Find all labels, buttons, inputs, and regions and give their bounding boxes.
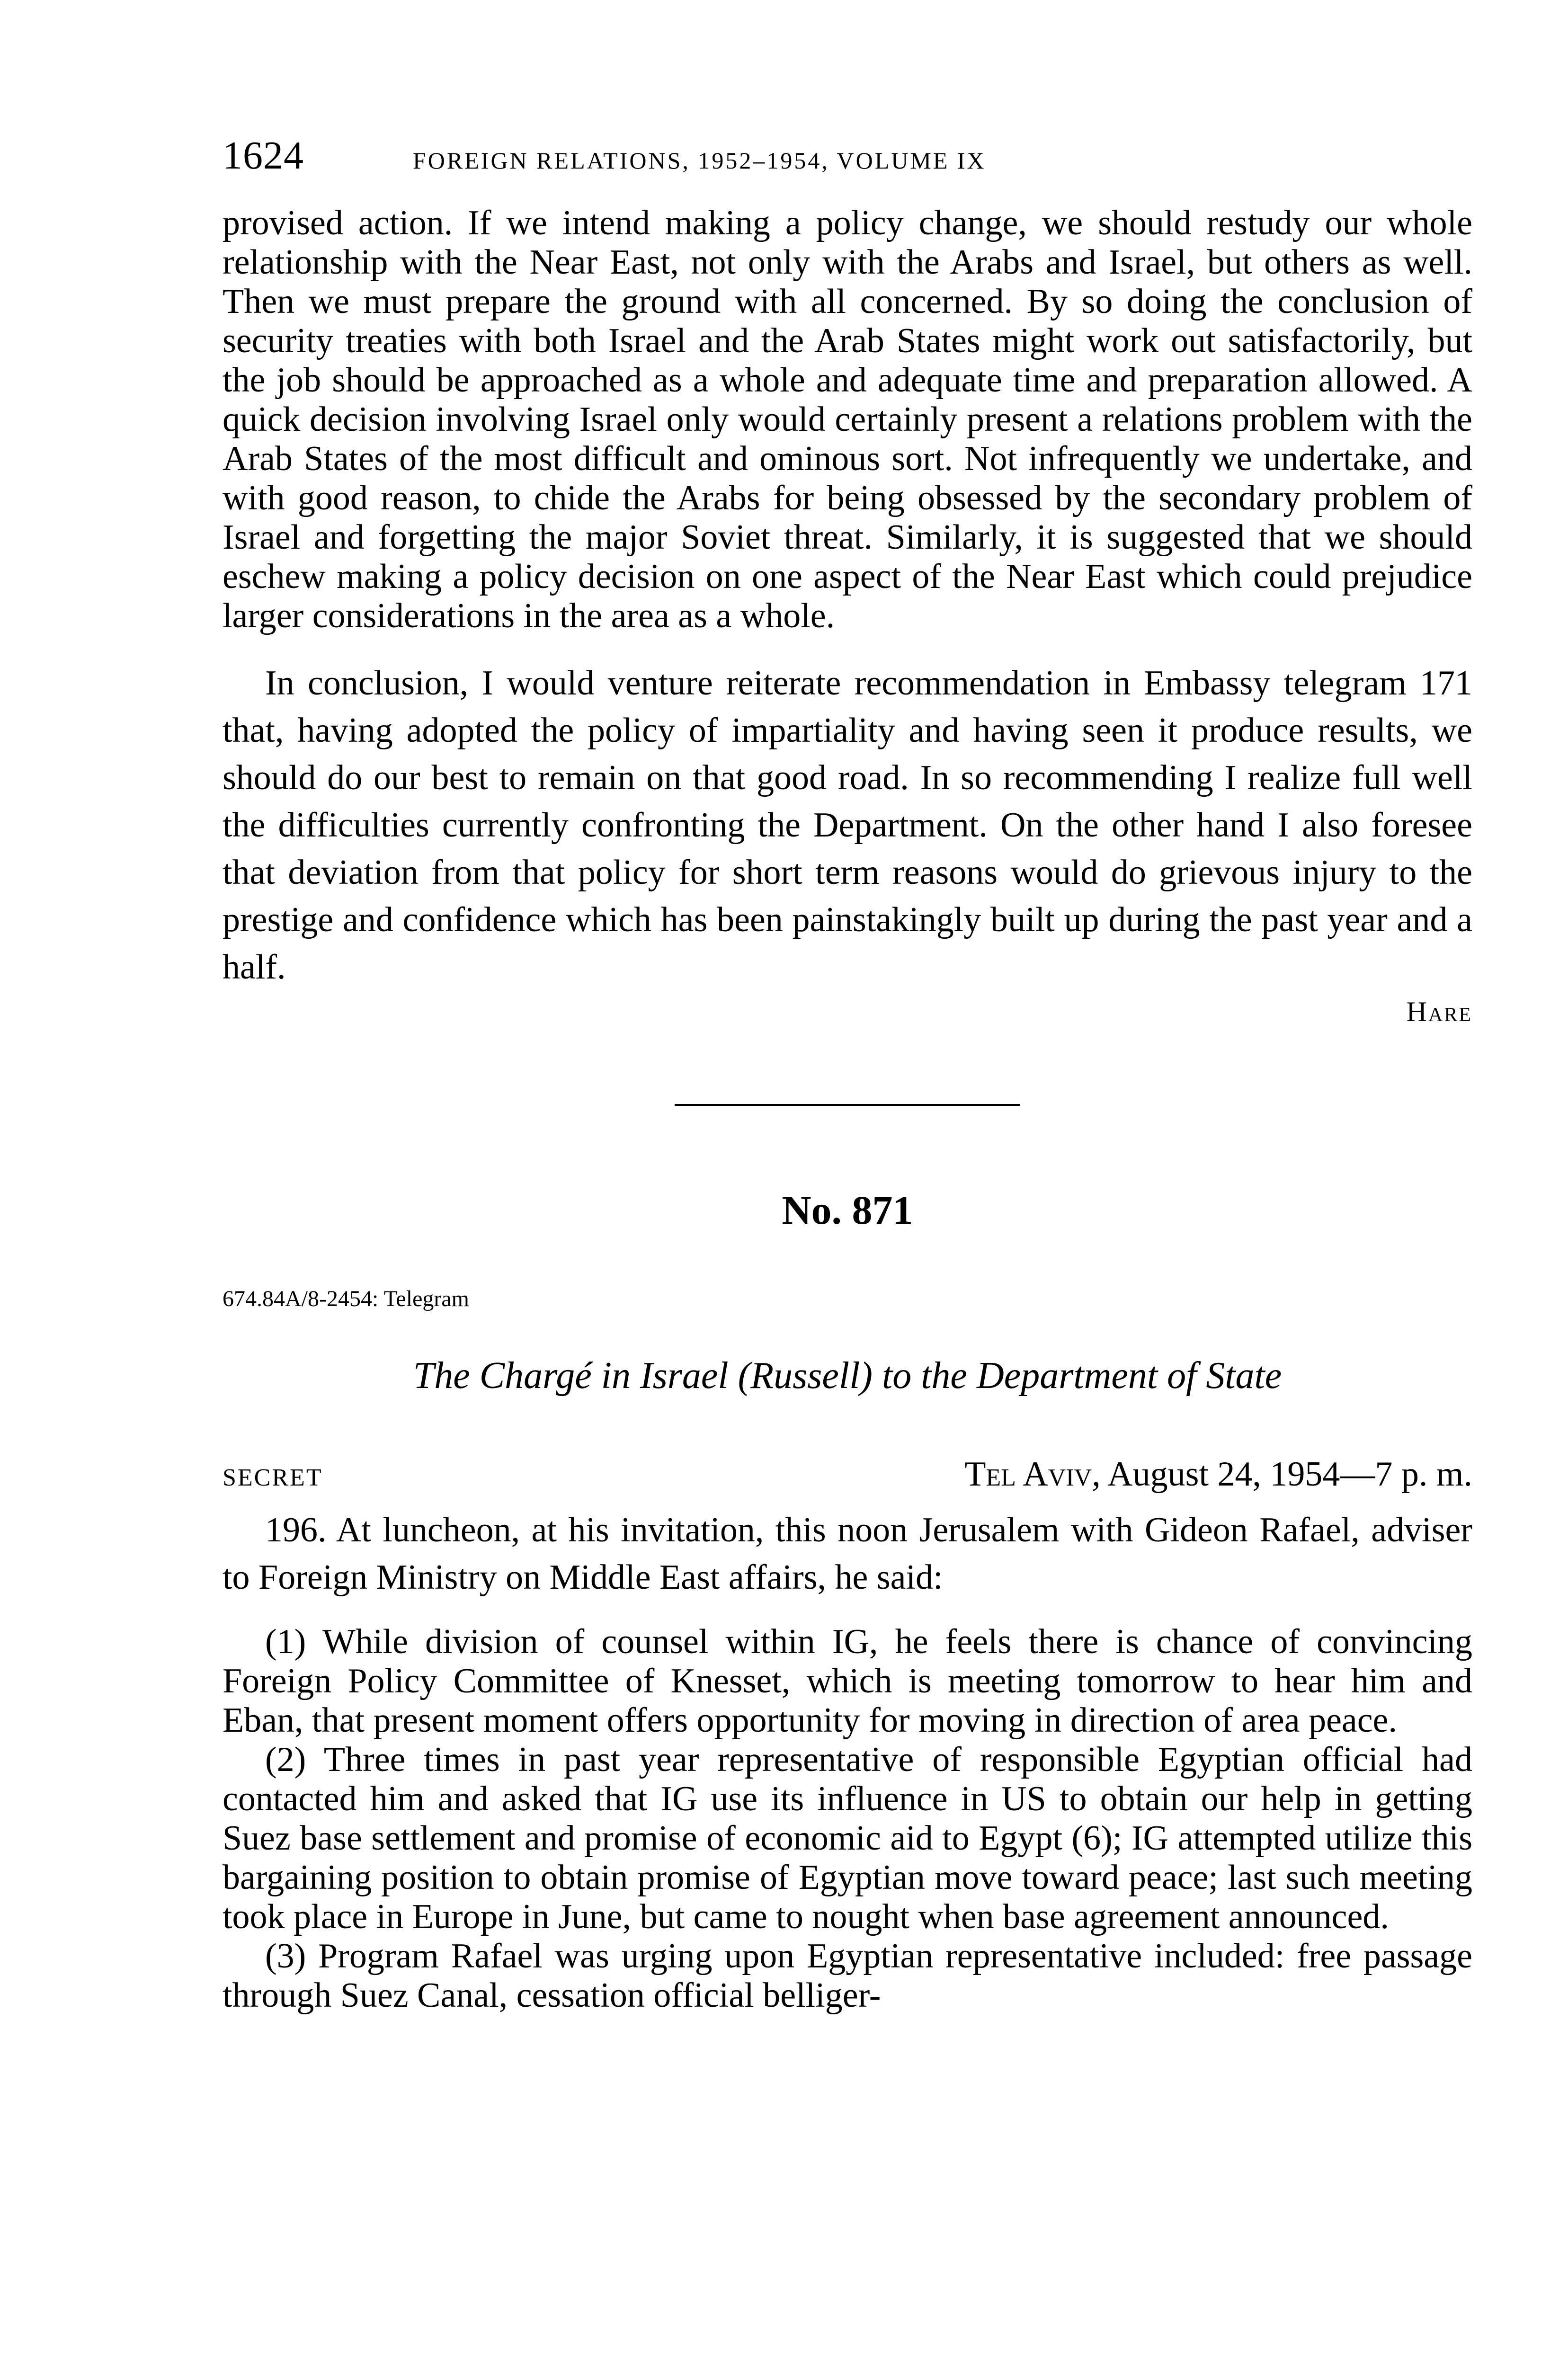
place-and-date (964, 1454, 1472, 1495)
body-item-2: (2) Three times in past year representative of responsible Egyptian official had contacted him and asked that IG use its influence in US to obtain our help in getting Suez base settlement and promise of economic aid to Egypt (6); IG attempted utilize this bargaining position to obtain promise of Egyptian move toward peace; last such meeting took place in Europe in June, but came to nought when base agreement announced. (223, 1740, 1472, 1936)
document-number: No. 871 (782, 1187, 913, 1233)
document-page (223, 133, 1472, 2015)
body-item-1: (1) While division of counsel within IG, he feels there is chance of convincing Foreign Policy Committee of Knesset, which is meeting tomorrow to hear him and Eban, that present moment offers opportunity for moving in direction of area peace. (223, 1622, 1472, 1740)
signature: Hare (1406, 996, 1472, 1027)
body-item-3: (3) Program Rafael was urging upon Egyptian representative included: free passage through Suez Canal, cessation official belliger- (223, 1937, 1472, 2015)
body-opening-paragraph: 196. At luncheon, at his invitation, this noon Jerusalem with Gideon Rafael, adviser to Foreign Ministry on Middle East affairs, he said: (223, 1511, 1472, 1597)
file-reference: 674.84A/8-2454: Telegram (223, 1286, 469, 1311)
dateline (223, 1454, 1472, 1495)
section-divider (675, 1104, 1020, 1106)
document-title: The Chargé in Israel (Russell) to the Department of State (413, 1355, 1282, 1397)
conclusion-paragraph: In conclusion, I would venture reiterate recommendation in Embassy telegram 171 that, having adopted the policy of impartiality and having seen it produce results, we should do our best to remain on that good road. In so recommending I realize full well the difficulties currently confronting the Department. On the other hand I also foresee that deviation from that policy for short term reasons would do grievous injury to the prestige and confidence which has been painstakingly built up during the past year and a half. (223, 664, 1472, 987)
place: Tel Aviv (964, 1455, 1092, 1494)
running-head: FOREIGN RELATIONS, 1952–1954, VOLUME IX (413, 147, 986, 174)
classification-marking: SECRET (223, 1464, 323, 1491)
continuation-paragraph: provised action. If we intend making a policy change, we should restudy our whole relationship with the Near East, not only with the Arabs and Israel, but others as well. Then we must prepare the ground with all concerned. By so doing the conclusion of security treaties with both Israel and the Arab States might work out satisfactorily, but the job should be approached as a whole and adequate time and preparation allowed. A quick decision involving Israel only would certainly present a relations problem with the Arab States of the most difficult and ominous sort. Not infrequently we undertake, and with good reason, to chide the Arabs for being obsessed by the secondary problem of Israel and forgetting the major Soviet threat. Similarly, it is suggested that we should eschew making a policy decision on one aspect of the Near East which could prejudice larger considerations in the area as a whole. (223, 204, 1472, 635)
page-header (223, 133, 1472, 204)
page-number: 1624 (223, 133, 304, 178)
date: , August 24, 1954—7 p. m. (1092, 1455, 1472, 1494)
